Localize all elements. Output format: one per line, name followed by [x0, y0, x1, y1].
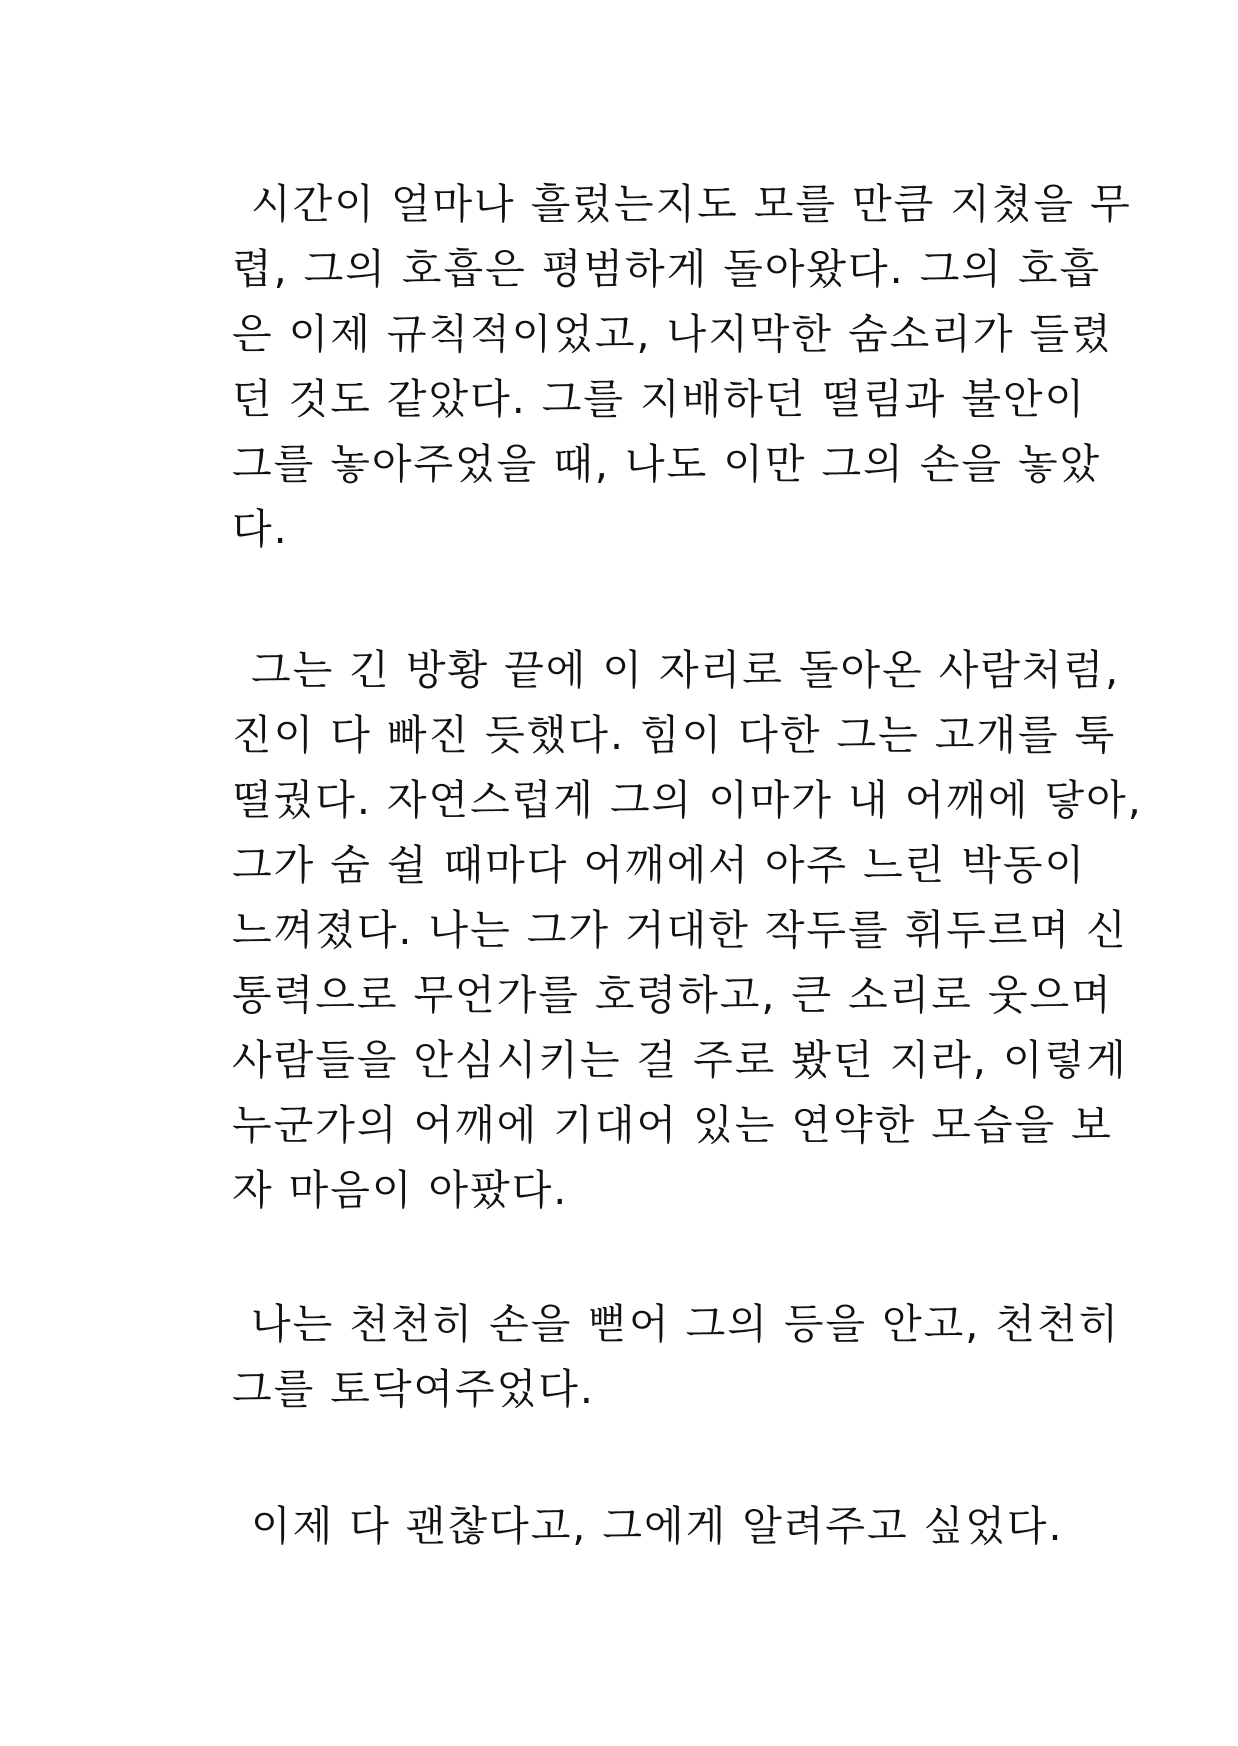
- text-line: 시간이 얼마나 흘렀는지도 모를 만큼 지쳤을 무: [251, 180, 1132, 228]
- paragraph-2: [213, 638, 1143, 1223]
- text-line: 사람들을 안심시키는 걸 주로 봤던 지라, 이렇게: [232, 1036, 1128, 1084]
- text-line: 그는 긴 방황 끝에 이 자리로 돌아온 사람처럼,: [251, 646, 1121, 694]
- text-line: 떨궜다. 자연스럽게 그의 이마가 내 어깨에 닿아,: [232, 776, 1143, 824]
- text-line: 그를 놓아주었을 때, 나도 이만 그의 손을 놓았: [232, 440, 1102, 488]
- text-line: 통력으로 무언가를 호령하고, 큰 소리로 웃으며: [232, 971, 1113, 1019]
- text-line: 진이 다 빠진 듯했다. 힘이 다한 그는 고개를 툭: [232, 711, 1117, 759]
- text-line: 누군가의 어깨에 기대어 있는 연약한 모습을 보: [232, 1101, 1113, 1149]
- text-line: 다.: [232, 505, 289, 553]
- text-line: 나는 천천히 손을 뻗어 그의 등을 안고, 천천히: [251, 1300, 1121, 1348]
- text-line: 그가 숨 쉴 때마다 어깨에서 아주 느린 박동이: [232, 841, 1087, 889]
- document-page: [213, 172, 1143, 1559]
- text-line: 그를 토닥여주었다.: [232, 1365, 595, 1413]
- paragraph-3: [213, 1292, 1121, 1422]
- text-line: 은 이제 규칙적이었고, 나지막한 숨소리가 들렸: [232, 310, 1113, 358]
- paragraph-4: [213, 1494, 1064, 1559]
- text-line: 이제 다 괜찮다고, 그에게 알려주고 싶었다.: [251, 1502, 1064, 1550]
- text-line: 자 마음이 아팠다.: [232, 1166, 569, 1214]
- text-line: 던 것도 같았다. 그를 지배하던 떨림과 불안이: [232, 375, 1087, 423]
- text-line: 느껴졌다. 나는 그가 거대한 작두를 휘두르며 신: [232, 906, 1128, 954]
- paragraph-1: [213, 172, 1132, 562]
- text-line: 렵, 그의 호흡은 평범하게 돌아왔다. 그의 호흡: [232, 245, 1102, 293]
